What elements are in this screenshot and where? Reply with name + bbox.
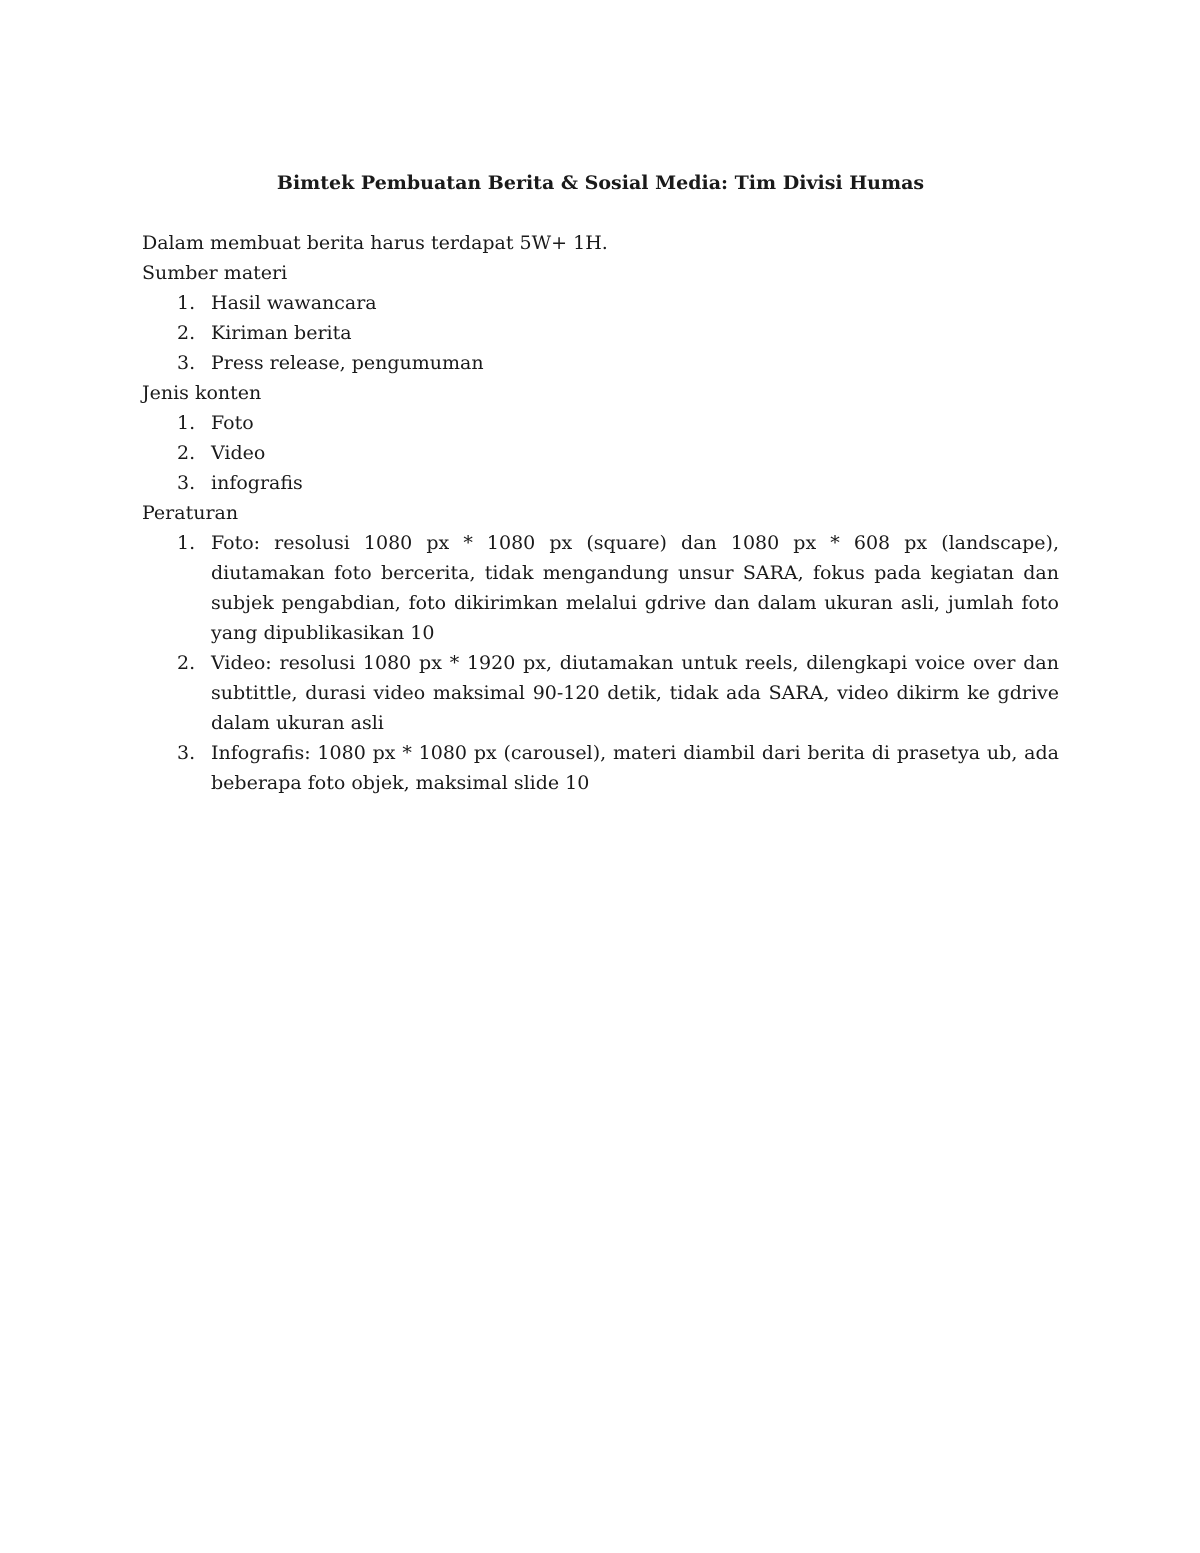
list-item — [142, 438, 1059, 468]
list-number: 2. — [177, 652, 196, 674]
list-number: 3. — [177, 472, 196, 494]
list-item — [142, 738, 1059, 798]
list-item-text: Kiriman berita — [211, 322, 352, 344]
list-item — [142, 648, 1059, 738]
document-body — [142, 168, 1059, 798]
list-item-text: Foto: resolusi 1080 px * 1080 px (square) dan 1080 px * 608 px (landscape), diutamakan foto bercerita, tidak mengandung unsur SARA, fokus pada kegiatan dan subjek pengabdian, foto dikirimkan melalui gdrive dan dalam ukuran asli, jumlah foto yang dipublikasikan 10 — [211, 532, 1059, 644]
list-number: 2. — [177, 322, 196, 344]
section-peraturan — [142, 498, 1059, 798]
list-number: 2. — [177, 442, 196, 464]
numbered-list — [142, 528, 1059, 798]
section-heading: Sumber materi — [142, 262, 288, 284]
section-heading: Jenis konten — [142, 382, 262, 404]
list-number: 3. — [177, 742, 196, 764]
section-sumber-materi — [142, 258, 1059, 378]
list-item-text: Video — [211, 442, 266, 464]
list-item — [142, 528, 1059, 648]
list-number: 3. — [177, 352, 196, 374]
list-item — [142, 468, 1059, 498]
list-item-text: Infografis: 1080 px * 1080 px (carousel), materi diambil dari berita di prasetya ub, ada beberapa foto objek, maksimal slide 10 — [211, 742, 1059, 794]
list-item — [142, 348, 1059, 378]
section-heading: Peraturan — [142, 502, 239, 524]
numbered-list — [142, 408, 1059, 498]
list-item-text: Press release, pengumuman — [211, 352, 484, 374]
list-item-text: infografis — [211, 472, 303, 494]
list-number: 1. — [177, 292, 196, 314]
list-item — [142, 318, 1059, 348]
list-number: 1. — [177, 412, 196, 434]
list-item-text: Foto — [211, 412, 254, 434]
numbered-list — [142, 288, 1059, 378]
intro-paragraph: Dalam membuat berita harus terdapat 5W+ 1H. — [142, 232, 608, 254]
list-item — [142, 408, 1059, 438]
section-jenis-konten — [142, 378, 1059, 498]
document-title: Bimtek Pembuatan Berita & Sosial Media: Tim Divisi Humas — [276, 172, 925, 194]
list-item — [142, 288, 1059, 318]
list-item-text: Hasil wawancara — [211, 292, 377, 314]
list-item-text: Video: resolusi 1080 px * 1920 px, diutamakan untuk reels, dilengkapi voice over dan subtittle, durasi video maksimal 90-120 detik, tidak ada SARA, video dikirm ke gdrive dalam ukuran asli — [211, 652, 1059, 734]
list-number: 1. — [177, 532, 196, 554]
